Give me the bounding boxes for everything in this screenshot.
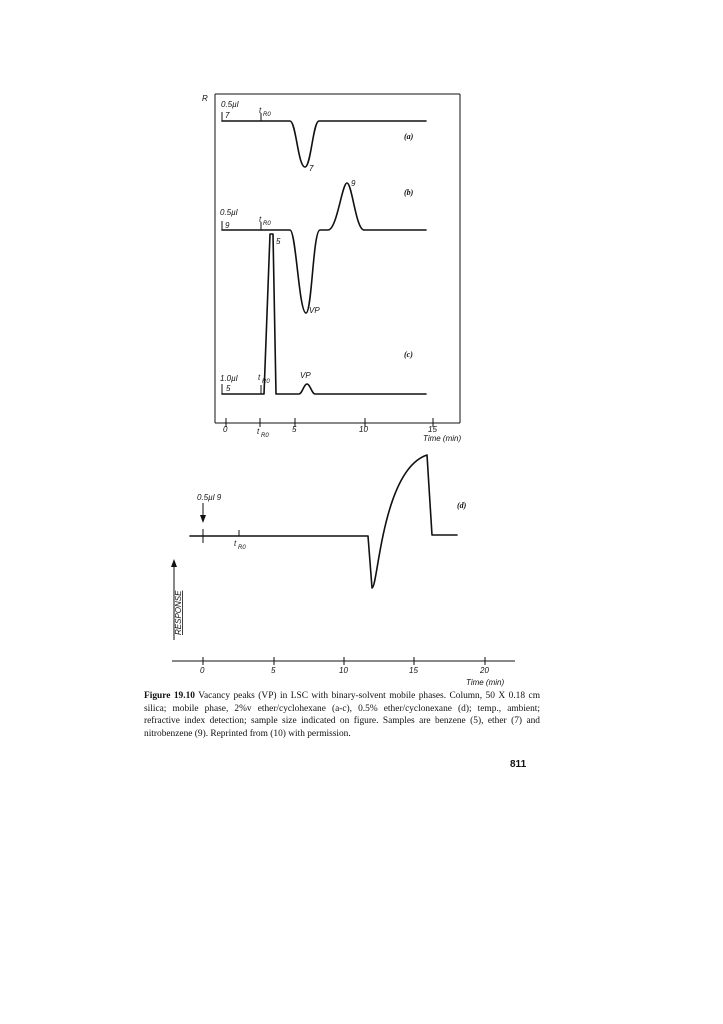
trace-a-peak-label: 7 — [309, 164, 314, 173]
bottom-tick-label-15: 15 — [409, 666, 418, 675]
svg-text:t: t — [259, 106, 262, 115]
trace-a-name: (a) — [404, 132, 414, 141]
trace-b-sample-label: 9 — [225, 221, 230, 230]
trace-b-name: (b) — [404, 188, 414, 197]
bottom-y-axis-arrow — [171, 559, 177, 567]
trace-c-vp-label: VP — [300, 371, 311, 380]
trace-a-sample-label: 7 — [225, 111, 230, 120]
bottom-tick-label-0: 0 — [200, 666, 205, 675]
bottom-y-axis-label: RESPONSE — [174, 590, 183, 635]
trace-c-name: (c) — [404, 350, 413, 359]
trace-b-injection-label: 0.5µl — [220, 208, 238, 217]
svg-text:t: t — [257, 427, 260, 436]
svg-text:R0: R0 — [261, 433, 269, 439]
trace-b-peak-9-label: 9 — [351, 179, 356, 188]
top-tick-label-5: 5 — [292, 425, 297, 434]
top-tick-label-15: 15 — [428, 425, 437, 434]
figure-label: Figure 19.10 — [144, 691, 195, 701]
trace-c — [222, 234, 426, 394]
bottom-tick-label-20: 20 — [480, 666, 489, 675]
svg-text:t: t — [259, 215, 262, 224]
trace-a — [222, 121, 426, 167]
trace-c-sample-label: 5 — [226, 384, 231, 393]
trace-b-vp-label: VP — [309, 306, 320, 315]
trace-d-name: (d) — [457, 501, 467, 510]
svg-text:t: t — [234, 539, 237, 548]
trace-a-injection-label: 0.5µl — [221, 100, 239, 109]
top-tick-label-0: 0 — [223, 425, 228, 434]
bottom-tick-label-10: 10 — [339, 666, 348, 675]
trace-d-injection-label: 0.5µl 9 — [197, 493, 222, 502]
bottom-x-axis-label: Time (min) — [466, 678, 505, 687]
svg-text:R0: R0 — [238, 545, 246, 551]
svg-text:t: t — [258, 373, 261, 382]
figure-caption — [144, 690, 540, 740]
trace-c-peak-5-label: 5 — [276, 237, 281, 246]
svg-text:R0: R0 — [263, 112, 271, 118]
trace-d-t0-label — [234, 539, 246, 551]
caption-text: Vacancy peaks (VP) in LSC with binary-solvent mobile phases. Column, 50 X 0.18 cm silica; mobile phase, 2%v ether/cyclohexane (a-c), 0.5% ether/cyclonexane (d); temp., ambient; refractive index detection; sample size indicated on figure. Samples are benzene (5), ether (7) and nitrobenzene (9). Reprinted from (10) with permission. — [144, 691, 540, 739]
top-t0-axis-label — [257, 427, 269, 439]
trace-d — [190, 455, 457, 588]
bottom-tick-label-5: 5 — [271, 666, 276, 675]
trace-c-injection-label: 1.0µl — [220, 374, 238, 383]
page-number: 811 — [510, 759, 527, 770]
trace-b — [222, 183, 426, 313]
top-y-axis-label: R — [202, 94, 208, 103]
svg-text:R0: R0 — [262, 379, 270, 385]
top-x-axis-label: Time (min) — [423, 434, 462, 443]
trace-d-injection-arrow — [200, 503, 206, 523]
top-tick-label-10: 10 — [359, 425, 368, 434]
svg-text:R0: R0 — [263, 221, 271, 227]
top-panel-frame — [215, 94, 460, 423]
